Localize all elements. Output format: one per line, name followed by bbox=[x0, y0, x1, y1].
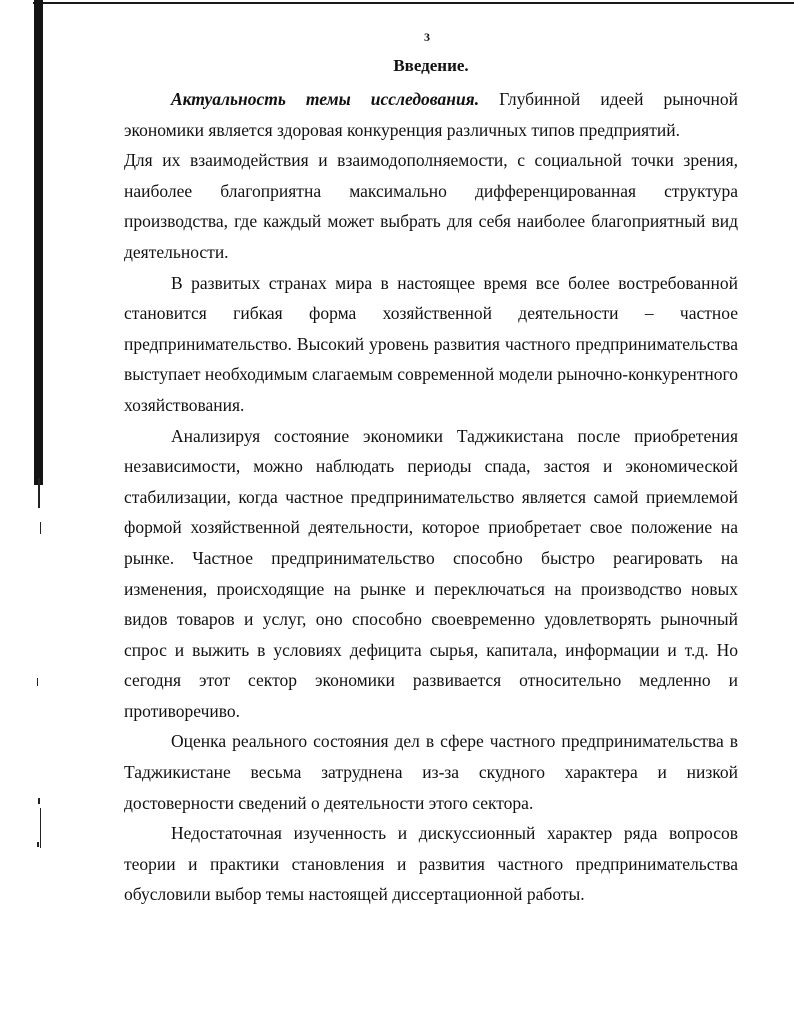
scan-mark bbox=[37, 842, 39, 847]
paragraph: Оценка реального состояния дел в сфере частного предпринимательства в Таджикистане весьма затруднена из-за скудного характера и низкой достоверности сведений о деятельности этого сектора. bbox=[124, 731, 738, 813]
page-title: Введение. bbox=[393, 56, 469, 75]
intro-text: Глубинной идеей рыночной экономики является здоровая конкуренция различных типов предприятий. bbox=[124, 89, 738, 140]
page-number: 3 bbox=[424, 30, 430, 44]
paragraph: В развитых странах мира в настоящее время все более востребованной становится гибкая форма хозяйственной деятельности – частное предпринимательство. Высокий уровень развития частного предпринимательства выступает необходимым слагаемым современной модели рыночно-конкурентного хозяйствования. bbox=[124, 272, 738, 415]
paragraph: Анализируя состояние экономики Таджикистана после приобретения независимости, можно наблюдать периоды спада, застоя и экономической стабилизации, когда частное предпринимательство является самой приемлемой формой хозяйственной деятельности, которое приобретает свое положение на рынке. Частное предпринимательство способно быстро реагировать на изменения, происходящие на рынке и переключаться на производство новых видов товаров и услуг, оно способно своевременно удовлетворять рыночный спрос и выжить в условиях дефицита сырья, капитала, информации и т.д. Но сегодня этот сектор экономики развивается относительно медленно и противоречиво. bbox=[124, 425, 738, 721]
topic-relevance-lead: Актуальность темы исследования. bbox=[171, 89, 480, 109]
paragraph: Для их взаимодействия и взаимодополняемости, с социальной точки зрения, наиболее благоприятна максимально дифференцированная структура производства, где каждый может выбрать для себя наиболее благоприятный вид деятельности. bbox=[124, 150, 738, 262]
paragraph: Недостаточная изученность и дискуссионный характер ряда вопросов теории и практики становления и развития частного предпринимательства обусловили выбор темы настоящей диссертационной работы. bbox=[124, 823, 738, 905]
scan-mark bbox=[38, 798, 40, 804]
scan-mark bbox=[40, 522, 41, 534]
document-body bbox=[124, 84, 738, 910]
scan-mark bbox=[38, 478, 40, 508]
paragraph-intro bbox=[124, 84, 738, 145]
scan-mark bbox=[37, 678, 38, 686]
scan-mark bbox=[40, 808, 41, 848]
scan-top-edge bbox=[33, 2, 794, 4]
